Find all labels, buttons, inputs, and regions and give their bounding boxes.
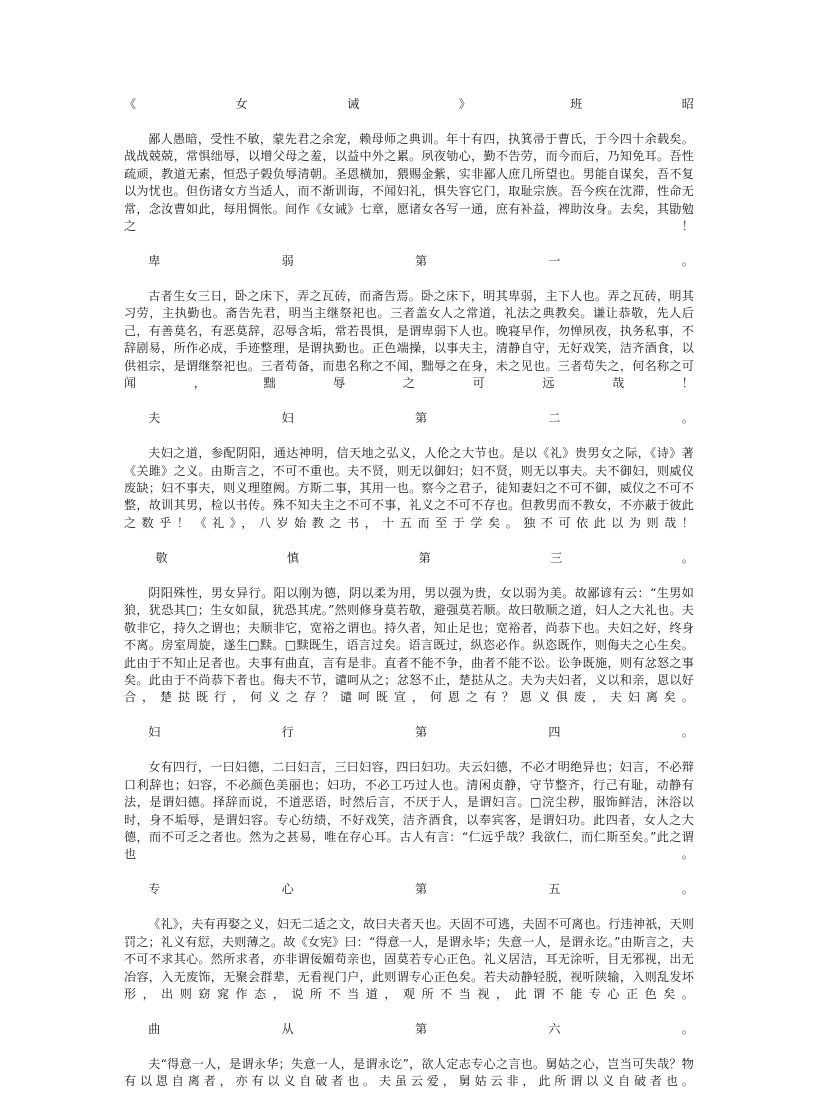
section-heading: 夫妇第二。 xyxy=(148,411,694,426)
body-paragraph: 女有四行，一曰妇德，二曰妇言，三曰妇容，四曰妇功。夫云妇德，不必才明绝异也；妇言，不必辩口利辞也；妇容，不必颜色美丽也；妇功，不必工巧过人也。清闲贞静，守节整齐，行己有耻，动静有法，是谓妇德。择辞而说，不道恶语，时然后言，不厌于人，是谓妇言。□浣尘秽，服饰鲜洁，沐浴以时，身不垢辱，是谓妇容。专心纺绩，不好戏笑，洁齐酒食，以奉宾客，是谓妇功。此四者，女人之大德，而不可乏之者也。然为之甚易，唯在存心耳。古人有言：“仁远乎哉？我欲仁，而仁斯至矣。”此之谓也。 xyxy=(124,760,694,862)
section-heading: 敬慎第三。 xyxy=(155,550,694,565)
document-title-line: 《女诫》班昭 xyxy=(124,97,694,111)
paragraph-container xyxy=(124,131,694,1108)
section-heading: 曲从第六。 xyxy=(148,1022,694,1037)
section-heading: 妇行第四。 xyxy=(148,725,694,740)
section-heading: 专心第五。 xyxy=(148,882,694,897)
body-paragraph: 鄙人愚暗，受性不敏，蒙先君之余宠，赖母师之典训。年十有四，执箕帚于曹氏，于今四十余载矣。战战兢兢，常惧绌辱，以增父母之羞，以益中外之累。夙夜劬心，勤不告劳，而今而后，乃知免耳。吾性疏顽，教道无素，恒恐子榖负辱清朝。圣恩横加，猥赐金紫，实非鄙人庶几所望也。男能自谋矣，吾不复以为忧也。但伤诸女方当适人，而不渐训诲，不闻妇礼，惧失容它门，取耻宗族。吾今疾在沈滞，性命无常，念汝曹如此，每用惆怅。间作《女诫》七章，愿诸女各写一通，庶有补益，裨助汝身。去矣，其勖勉之！ xyxy=(124,131,694,234)
body-paragraph: 夫“得意一人，是谓永华；失意一人，是谓永讫”，欲人定志专心之言也。舅姑之心，岂当可失哉？物有以恩自离者，亦有以义自破者也。夫虽云爱，舅姑云非，此所谓以义自破者也。 xyxy=(124,1056,694,1089)
body-paragraph: 《礼》，夫有再娶之义，妇无二适之文，故曰夫者天也。天固不可逃，夫固不可离也。行违神祇，天则罚之；礼义有愆，夫则薄之。故《女宪》曰：“得意一人，是谓永毕；失意一人，是谓永讫。”由斯言之，夫不可不求其心。然所求者，亦非谓佞媚苟亲也，固莫若专心正色。礼义居洁，耳无涂听，目无邪视，出无冶容，入无废饰，无聚会群辈，无看视门户，此则谓专心正色矣。若夫动静轻脱，视听陕输，入则乱发坏形，出则窈窕作态，说所不当道，观所不当视，此谓不能专心正色矣。 xyxy=(124,917,694,1002)
body-paragraph: 古者生女三日，卧之床下，弄之瓦砖，而斋告焉。卧之床下，明其卑弱，主下人也。弄之瓦砖，明其习劳，主执勤也。斋告先君，明当主继祭祀也。三者盖女人之常道，礼法之典教矣。谦让恭敬，先人后己，有善莫名，有恶莫辞，忍辱含垢，常若畏惧，是谓卑弱下人也。晚寝早作，勿惮夙夜，执务私事，不辞剧易，所作必成，手迹整理，是谓执勤也。正色端操，以事夫主，清静自守，无好戏笑，洁齐酒食，以供祖宗，是谓继祭祀也。三者苟备，而患名称之不闻，黜辱之在身，未之见也。三者苟失之，何名称之可闻，黜辱之可远哉！ xyxy=(124,288,694,391)
body-paragraph: 夫妇之道，参配阴阳，通达神明，信天地之弘义，人伦之大节也。是以《礼》贵男女之际，《诗》著《关雎》之义。由斯言之，不可不重也。夫不贤，则无以御妇；妇不贤，则无以事夫。夫不御妇，则威仪废缺；妇不事夫，则义理堕阙。方斯二事，其用一也。察今之君子，徒知妻妇之不可不御，威仪之不可不整，故训其男，检以书传。殊不知夫主之不可不事，礼义之不可不存也。但教男而不教女，不亦蔽于彼此之数乎！《礼》，八岁始教之书，十五而至于学矣。独不可依此以为则哉！ xyxy=(124,446,694,530)
document-text-column xyxy=(124,96,694,1108)
section-heading: 卑弱第一。 xyxy=(148,254,694,269)
body-paragraph: 阴阳殊性，男女异行。阳以刚为德，阴以柔为用，男以强为贵，女以弱为美。故鄙谚有云：“生男如狼，犹恐其□；生女如鼠，犹恐其虎。”然则修身莫若敬，避强莫若顺。故曰敬顺之道，妇人之大礼也。夫敬非它，持久之谓也；夫顺非它，宽裕之谓也。持久者，知止足也；宽裕者，尚恭下也。夫妇之好，终身不离。房室周旋，遂生□黩。□黩既生，语言过矣。语言既过，纵恣必作。纵恣既作，则侮夫之心生矣。此由于不知止足者也。夫事有曲直，言有是非。直者不能不争，曲者不能不讼。讼争既施，则有忿怒之事矣。此由于不尚恭下者也。侮夫不节，谴呵从之；忿怒不止，楚挞从之。夫为夫妇者，义以和亲，恩以好合，楚挞既行，何义之存？谴呵既宣，何恩之有？恩义俱废，夫妇离矣。 xyxy=(124,585,694,705)
